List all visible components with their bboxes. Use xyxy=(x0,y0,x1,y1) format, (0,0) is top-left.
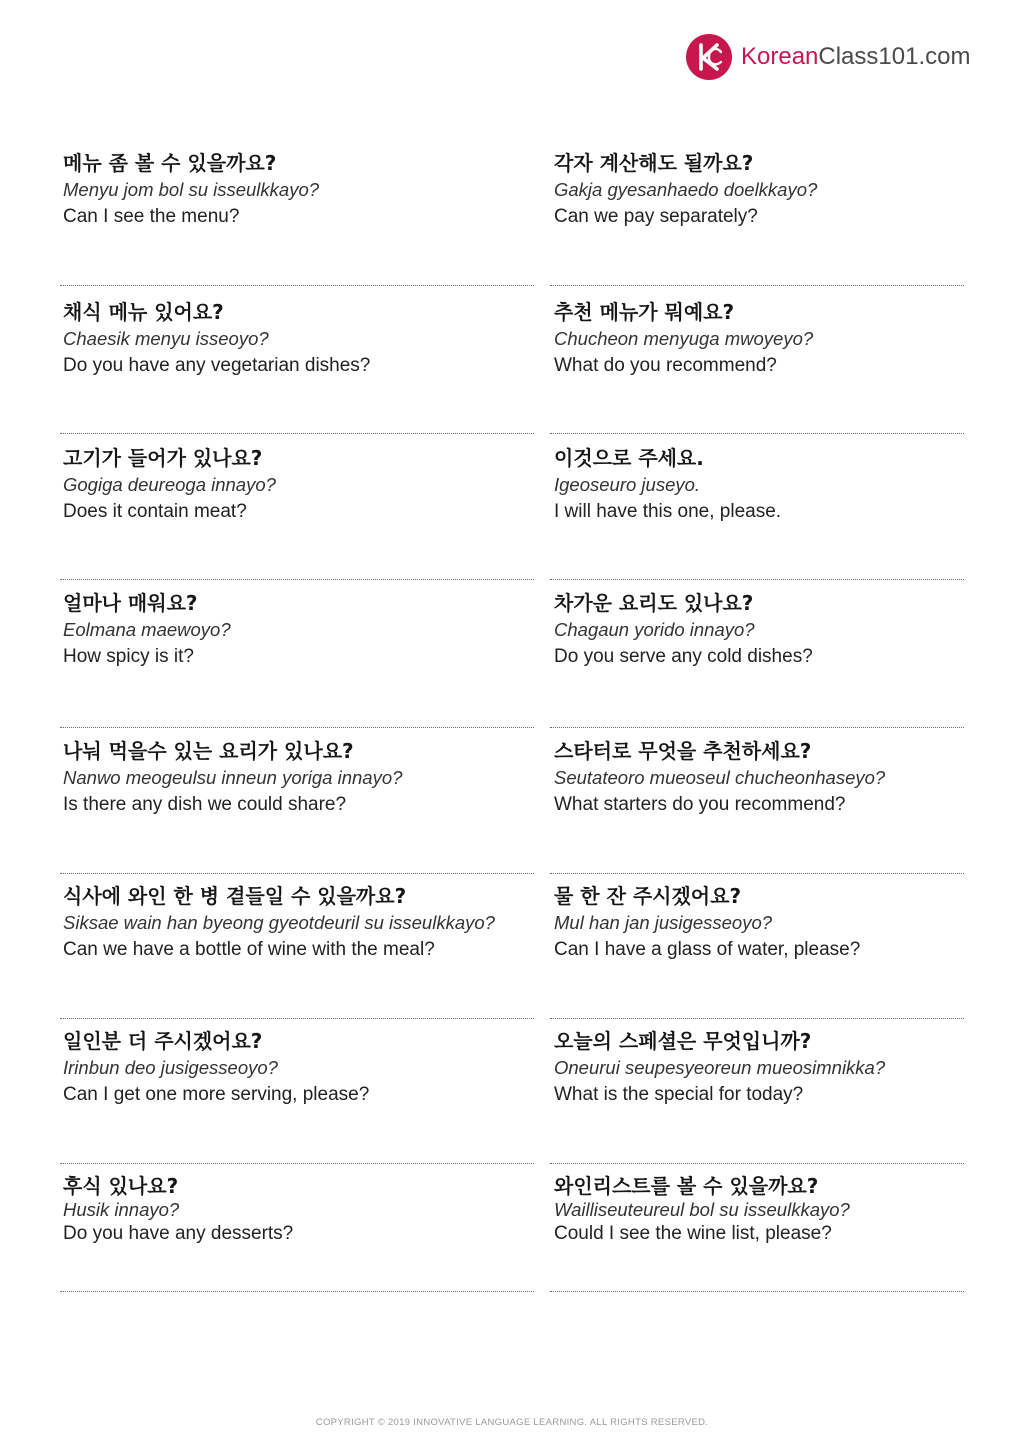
phrase-card xyxy=(554,883,1024,962)
phrase-english: Do you have any desserts? xyxy=(63,1223,294,1244)
dotted-separator xyxy=(60,1018,534,1019)
phrase-romanization: Gogiga deureoga innayo? xyxy=(63,474,276,495)
phrase-romanization: Oneurui seupesyeoreun mueosimnikka? xyxy=(554,1057,886,1078)
phrase-korean: 채식 메뉴 있어요? xyxy=(63,300,224,324)
phrase-card xyxy=(63,883,533,962)
dotted-separator xyxy=(550,727,964,728)
phrase-korean: 차가운 요리도 있나요? xyxy=(554,591,754,615)
phrase-english: Do you have any vegetarian dishes? xyxy=(63,355,371,376)
phrase-romanization: Wailliseuteureul bol su isseulkkayo? xyxy=(554,1199,850,1220)
phrase-korean: 이것으로 주세요. xyxy=(554,446,704,470)
copyright-footer: COPYRIGHT © 2019 INNOVATIVE LANGUAGE LEARNING. ALL RIGHTS RESERVED. xyxy=(315,1417,709,1428)
phrase-card xyxy=(63,1028,533,1107)
dotted-separator xyxy=(60,727,534,728)
dotted-separator xyxy=(550,1018,964,1019)
phrase-card xyxy=(554,445,1024,524)
phrase-english: Can we have a bottle of wine with the meal? xyxy=(63,939,435,960)
phrase-english: I will have this one, please. xyxy=(554,501,782,522)
dotted-separator xyxy=(60,873,534,874)
phrase-romanization: Menyu jom bol su isseulkkayo? xyxy=(63,179,320,200)
phrase-english: Can I see the menu? xyxy=(63,206,240,227)
phrase-korean: 얼마나 매워요? xyxy=(63,591,198,615)
dotted-separator xyxy=(550,285,964,286)
phrase-romanization: Chagaun yorido innayo? xyxy=(554,619,755,640)
phrase-card xyxy=(554,590,1024,669)
phrase-english: Do you serve any cold dishes? xyxy=(554,646,813,667)
dotted-separator xyxy=(550,579,964,580)
phrase-romanization: Gakja gyesanhaedo doelkkayo? xyxy=(554,179,818,200)
phrase-korean: 와인리스트를 볼 수 있을까요? xyxy=(554,1174,819,1198)
phrase-card xyxy=(63,590,533,669)
phrase-card xyxy=(554,299,1024,378)
phrase-english: Could I see the wine list, please? xyxy=(554,1223,832,1244)
phrase-romanization: Husik innayo? xyxy=(63,1199,180,1220)
phrase-romanization: Chaesik menyu isseoyo? xyxy=(63,328,269,349)
dotted-separator xyxy=(60,433,534,434)
phrase-card xyxy=(554,150,1024,229)
dotted-separator xyxy=(550,433,964,434)
phrase-english: Can I get one more serving, please? xyxy=(63,1084,370,1105)
phrase-korean: 스타터로 무엇을 추천하세요? xyxy=(554,739,812,763)
phrase-romanization: Igeoseuro juseyo. xyxy=(554,474,701,495)
phrase-card xyxy=(63,299,533,378)
brand-logo xyxy=(684,32,970,82)
phrase-korean: 추천 메뉴가 뭐예요? xyxy=(554,300,735,324)
phrase-english: Can I have a glass of water, please? xyxy=(554,939,861,960)
phrase-korean: 오늘의 스페셜은 무엇입니까? xyxy=(554,1029,812,1053)
dotted-separator xyxy=(60,1291,534,1292)
brand-name: KoreanClass101.com xyxy=(741,43,971,70)
phrase-romanization: Seutateoro mueoseul chucheonhaseyo? xyxy=(554,767,886,788)
phrase-korean: 나눠 먹을수 있는 요리가 있나요? xyxy=(63,739,354,763)
phrase-card xyxy=(63,150,533,229)
phrase-romanization: Nanwo meogeulsu inneun yoriga innayo? xyxy=(63,767,403,788)
phrase-card xyxy=(63,1173,533,1246)
phrase-korean: 물 한 잔 주시겠어요? xyxy=(554,884,742,908)
phrase-romanization: Irinbun deo jusigesseoyo? xyxy=(63,1057,278,1078)
phrase-romanization: Chucheon menyuga mwoyeyo? xyxy=(554,328,814,349)
phrase-romanization: Mul han jan jusigesseoyo? xyxy=(554,912,773,933)
phrase-card xyxy=(63,445,533,524)
phrase-korean: 식사에 와인 한 병 곁들일 수 있을까요? xyxy=(63,884,407,908)
phrase-english: Does it contain meat? xyxy=(63,501,247,522)
phrase-romanization: Siksae wain han byeong gyeotdeuril su isseulkkayo? xyxy=(63,912,495,933)
phrase-korean: 각자 계산해도 될까요? xyxy=(554,151,754,175)
phrase-korean: 후식 있나요? xyxy=(63,1174,179,1198)
phrase-korean: 일인분 더 주시겠어요? xyxy=(63,1029,263,1053)
dotted-separator xyxy=(60,579,534,580)
dotted-separator xyxy=(60,1163,534,1164)
phrase-english: Is there any dish we could share? xyxy=(63,794,347,815)
dotted-separator xyxy=(60,285,534,286)
phrase-english: What is the special for today? xyxy=(554,1084,804,1105)
phrase-card xyxy=(554,1028,1024,1107)
dotted-separator xyxy=(550,1163,964,1164)
dotted-separator xyxy=(550,1291,964,1292)
phrase-romanization: Eolmana maewoyo? xyxy=(63,619,231,640)
phrase-english: Can we pay separately? xyxy=(554,206,758,227)
phrase-english: What do you recommend? xyxy=(554,355,777,376)
phrase-korean: 메뉴 좀 볼 수 있을까요? xyxy=(63,151,277,175)
phrase-korean: 고기가 들어가 있나요? xyxy=(63,446,263,470)
phrase-english: How spicy is it? xyxy=(63,646,194,667)
phrase-card xyxy=(63,738,533,817)
phrase-english: What starters do you recommend? xyxy=(554,794,846,815)
phrase-card xyxy=(554,1173,1024,1246)
phrase-card xyxy=(554,738,1024,817)
koreanclass101-logo-icon xyxy=(684,32,734,82)
dotted-separator xyxy=(550,873,964,874)
